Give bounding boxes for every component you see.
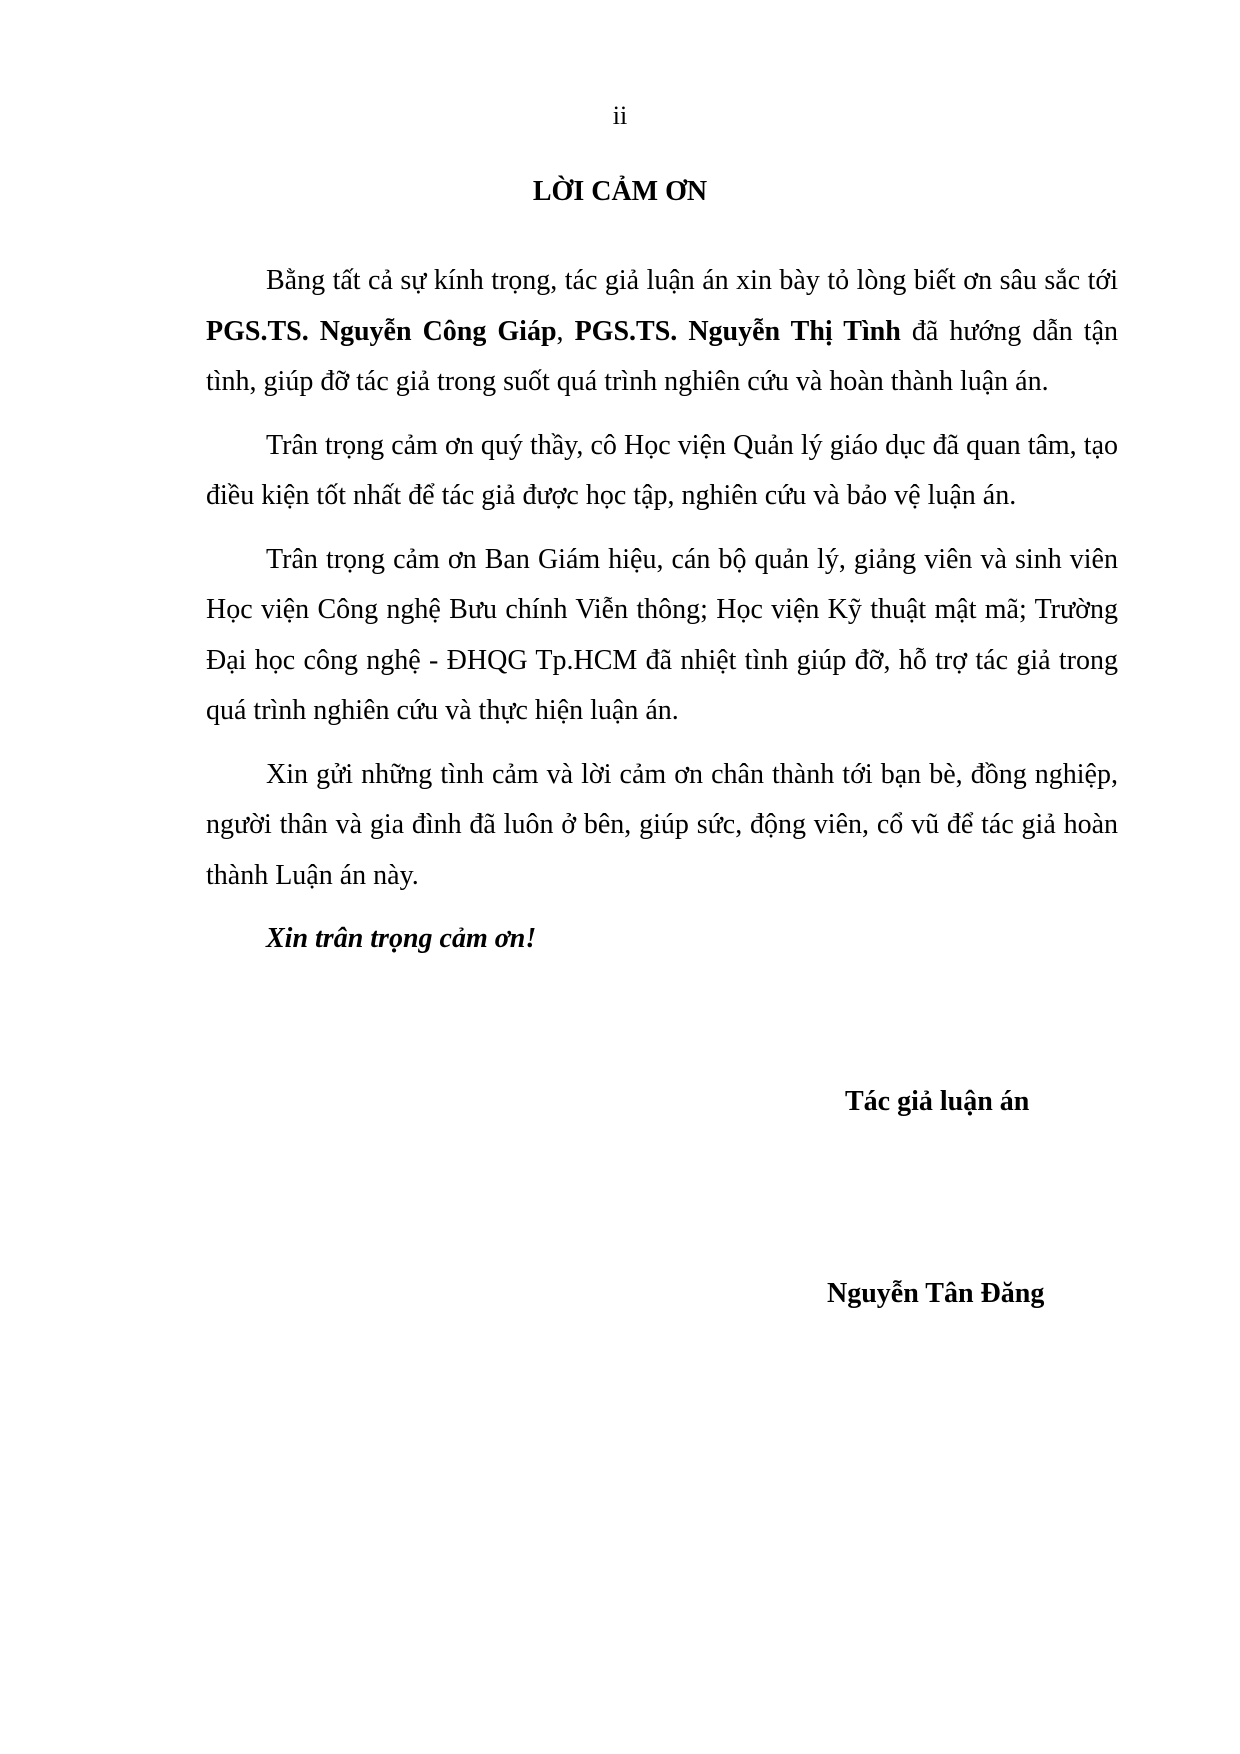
paragraph-1 bbox=[206, 256, 1118, 408]
advisor-separator: , bbox=[556, 315, 575, 347]
advisor-2-name: PGS.TS. Nguyễn Thị Tình bbox=[574, 315, 901, 347]
author-name: Nguyễn Tân Đăng bbox=[827, 1278, 1045, 1309]
paragraph-2: Trân trọng cảm ơn quý thầy, cô Học viện Quản lý giáo dục đã quan tâm, tạo điều kiện tốt nhất để tác giả được học tập, nghiên cứu và bảo vệ luận án. bbox=[206, 429, 1118, 511]
page-number: ii bbox=[612, 101, 628, 130]
signature-label: Tác giả luận án bbox=[845, 1086, 1030, 1117]
paragraph-4: Xin gửi những tình cảm và lời cảm ơn chân thành tới bạn bè, đồng nghiệp, người thân và gia đình đã luôn ở bên, giúp sức, động viên, cổ vũ để tác giả hoàn thành Luận án này. bbox=[206, 758, 1118, 891]
acknowledgement-body bbox=[206, 256, 1118, 965]
paragraph-1-intro: Bằng tất cả sự kính trọng, tác giả luận án xin bày tỏ lòng biết ơn sâu sắc tới bbox=[266, 265, 1118, 296]
closing-line: Xin trân trọng cảm ơn! bbox=[266, 923, 537, 954]
advisor-1-name: PGS.TS. Nguyễn Công Giáp bbox=[206, 315, 557, 347]
paragraph-3: Trân trọng cảm ơn Ban Giám hiệu, cán bộ quản lý, giảng viên và sinh viên Học viện Công nghệ Bưu chính Viễn thông; Học viện Kỹ thuật mật mã; Trường Đại học công nghệ - ĐHQG Tp.HCM đã nhiệt tình giúp đỡ, hỗ trợ tác giả trong quá trình nghiên cứu và thực hiện luận án. bbox=[206, 543, 1118, 726]
paragraph-1-rest: đã hướng dẫn tận tình, giúp đỡ tác giả trong suốt quá trình nghiên cứu và hoàn thành luận án. bbox=[206, 315, 1119, 397]
page-title: LỜI CẢM ƠN bbox=[532, 176, 708, 207]
